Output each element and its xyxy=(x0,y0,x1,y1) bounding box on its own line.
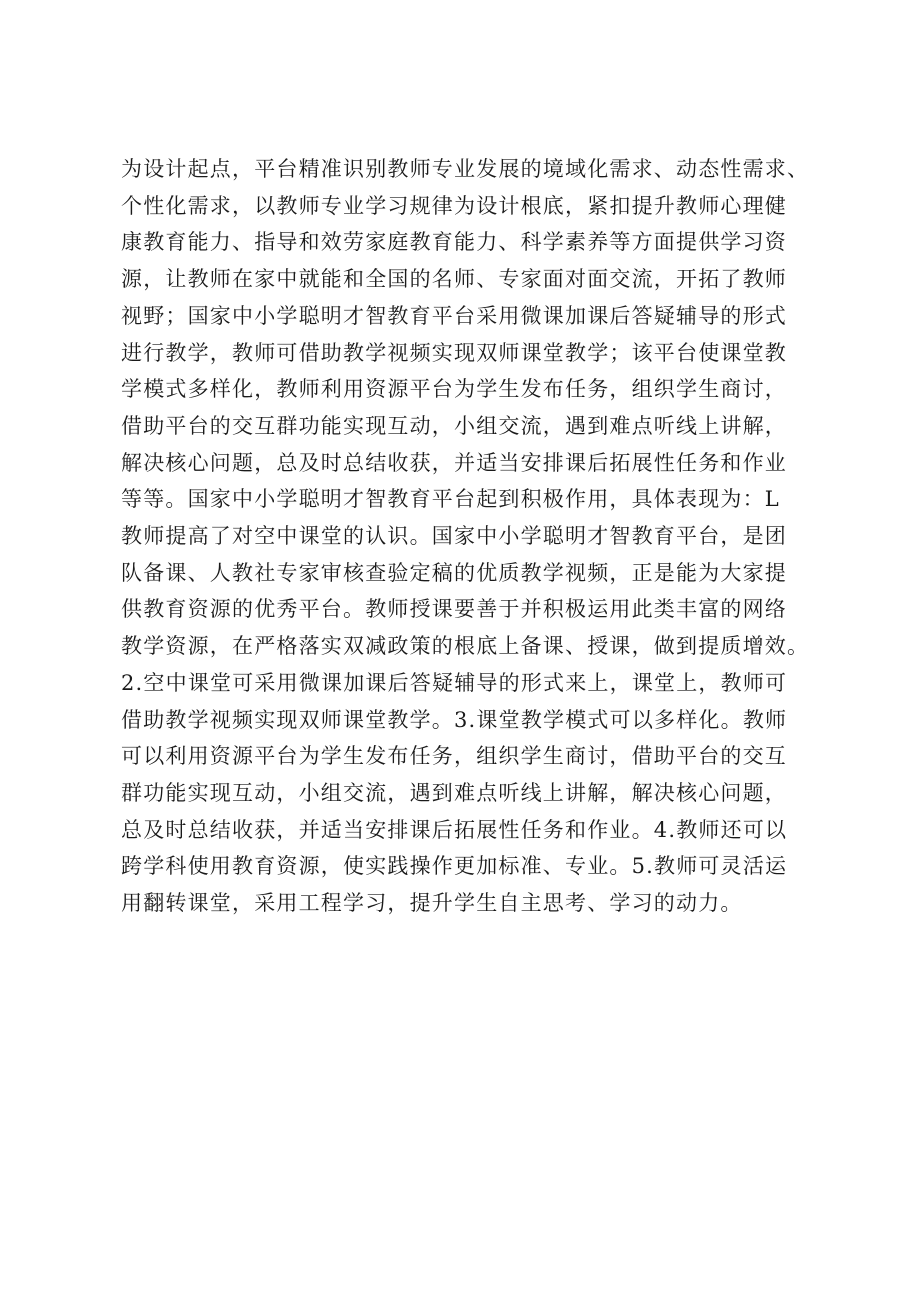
text-line: 跨学科使用教育资源，使实践操作更加标准、专业。5.教师可灵活运 xyxy=(121,854,788,879)
text-line: 总及时总结收获，并适当安排课后拓展性任务和作业。4.教师还可以 xyxy=(121,817,788,842)
text-line: 队备课、人教社专家审核查验定稿的优质教学视频，正是能为大家提 xyxy=(121,560,787,585)
text-line: 可以利用资源平台为学生发布任务，组织学生商讨，借助平台的交互 xyxy=(121,744,787,769)
text-line: 进行教学，教师可借助教学视频实现双师课堂教学；该平台使课堂教 xyxy=(121,340,787,365)
text-line: 个性化需求，以教师专业学习规律为设计根底，紧扣提升教师心理健 xyxy=(121,193,787,218)
text-line: 教师提高了对空中课堂的认识。国家中小学聪明才智教育平台，是团 xyxy=(121,524,787,549)
text-line: 教学资源，在严格落实双减政策的根底上备课、授课，做到提质增效。 xyxy=(121,634,810,659)
text-line: 学模式多样化，教师利用资源平台为学生发布任务，组织学生商讨， xyxy=(121,377,787,402)
text-line: 等等。国家中小学聪明才智教育平台起到积极作用，具体表现为：L xyxy=(121,487,780,512)
text-line: 借助教学视频实现双师课堂教学。3.课堂教学模式可以多样化。教师 xyxy=(121,707,788,732)
text-line: 供教育资源的优秀平台。教师授课要善于并积极运用此类丰富的网络 xyxy=(121,597,787,622)
body-paragraph xyxy=(121,151,821,922)
text-line: 源，让教师在家中就能和全国的名师、专家面对面交流，开拓了教师 xyxy=(121,267,787,292)
text-line: 群功能实现互动，小组交流，遇到难点听线上讲解，解决核心问题， xyxy=(121,780,787,805)
text-line: 借助平台的交互群功能实现互动，小组交流，遇到难点听线上讲解， xyxy=(121,413,787,438)
text-line: 解决核心问题，总及时总结收获，并适当安排课后拓展性任务和作业 xyxy=(121,450,787,475)
text-line: 康教育能力、指导和效劳家庭教育能力、科学素养等方面提供学习资 xyxy=(121,230,787,255)
text-line: 2.空中课堂可采用微课加课后答疑辅导的形式来上，课堂上，教师可 xyxy=(121,670,788,695)
text-line: 为设计起点，平台精准识别教师专业发展的境域化需求、动态性需求、 xyxy=(121,157,810,181)
text-line: 视野；国家中小学聪明才智教育平台采用微课加课后答疑辅导的形式 xyxy=(121,303,787,328)
text-line: 用翻转课堂，采用工程学习，提升学生自主思考、学习的动力。 xyxy=(121,891,743,916)
